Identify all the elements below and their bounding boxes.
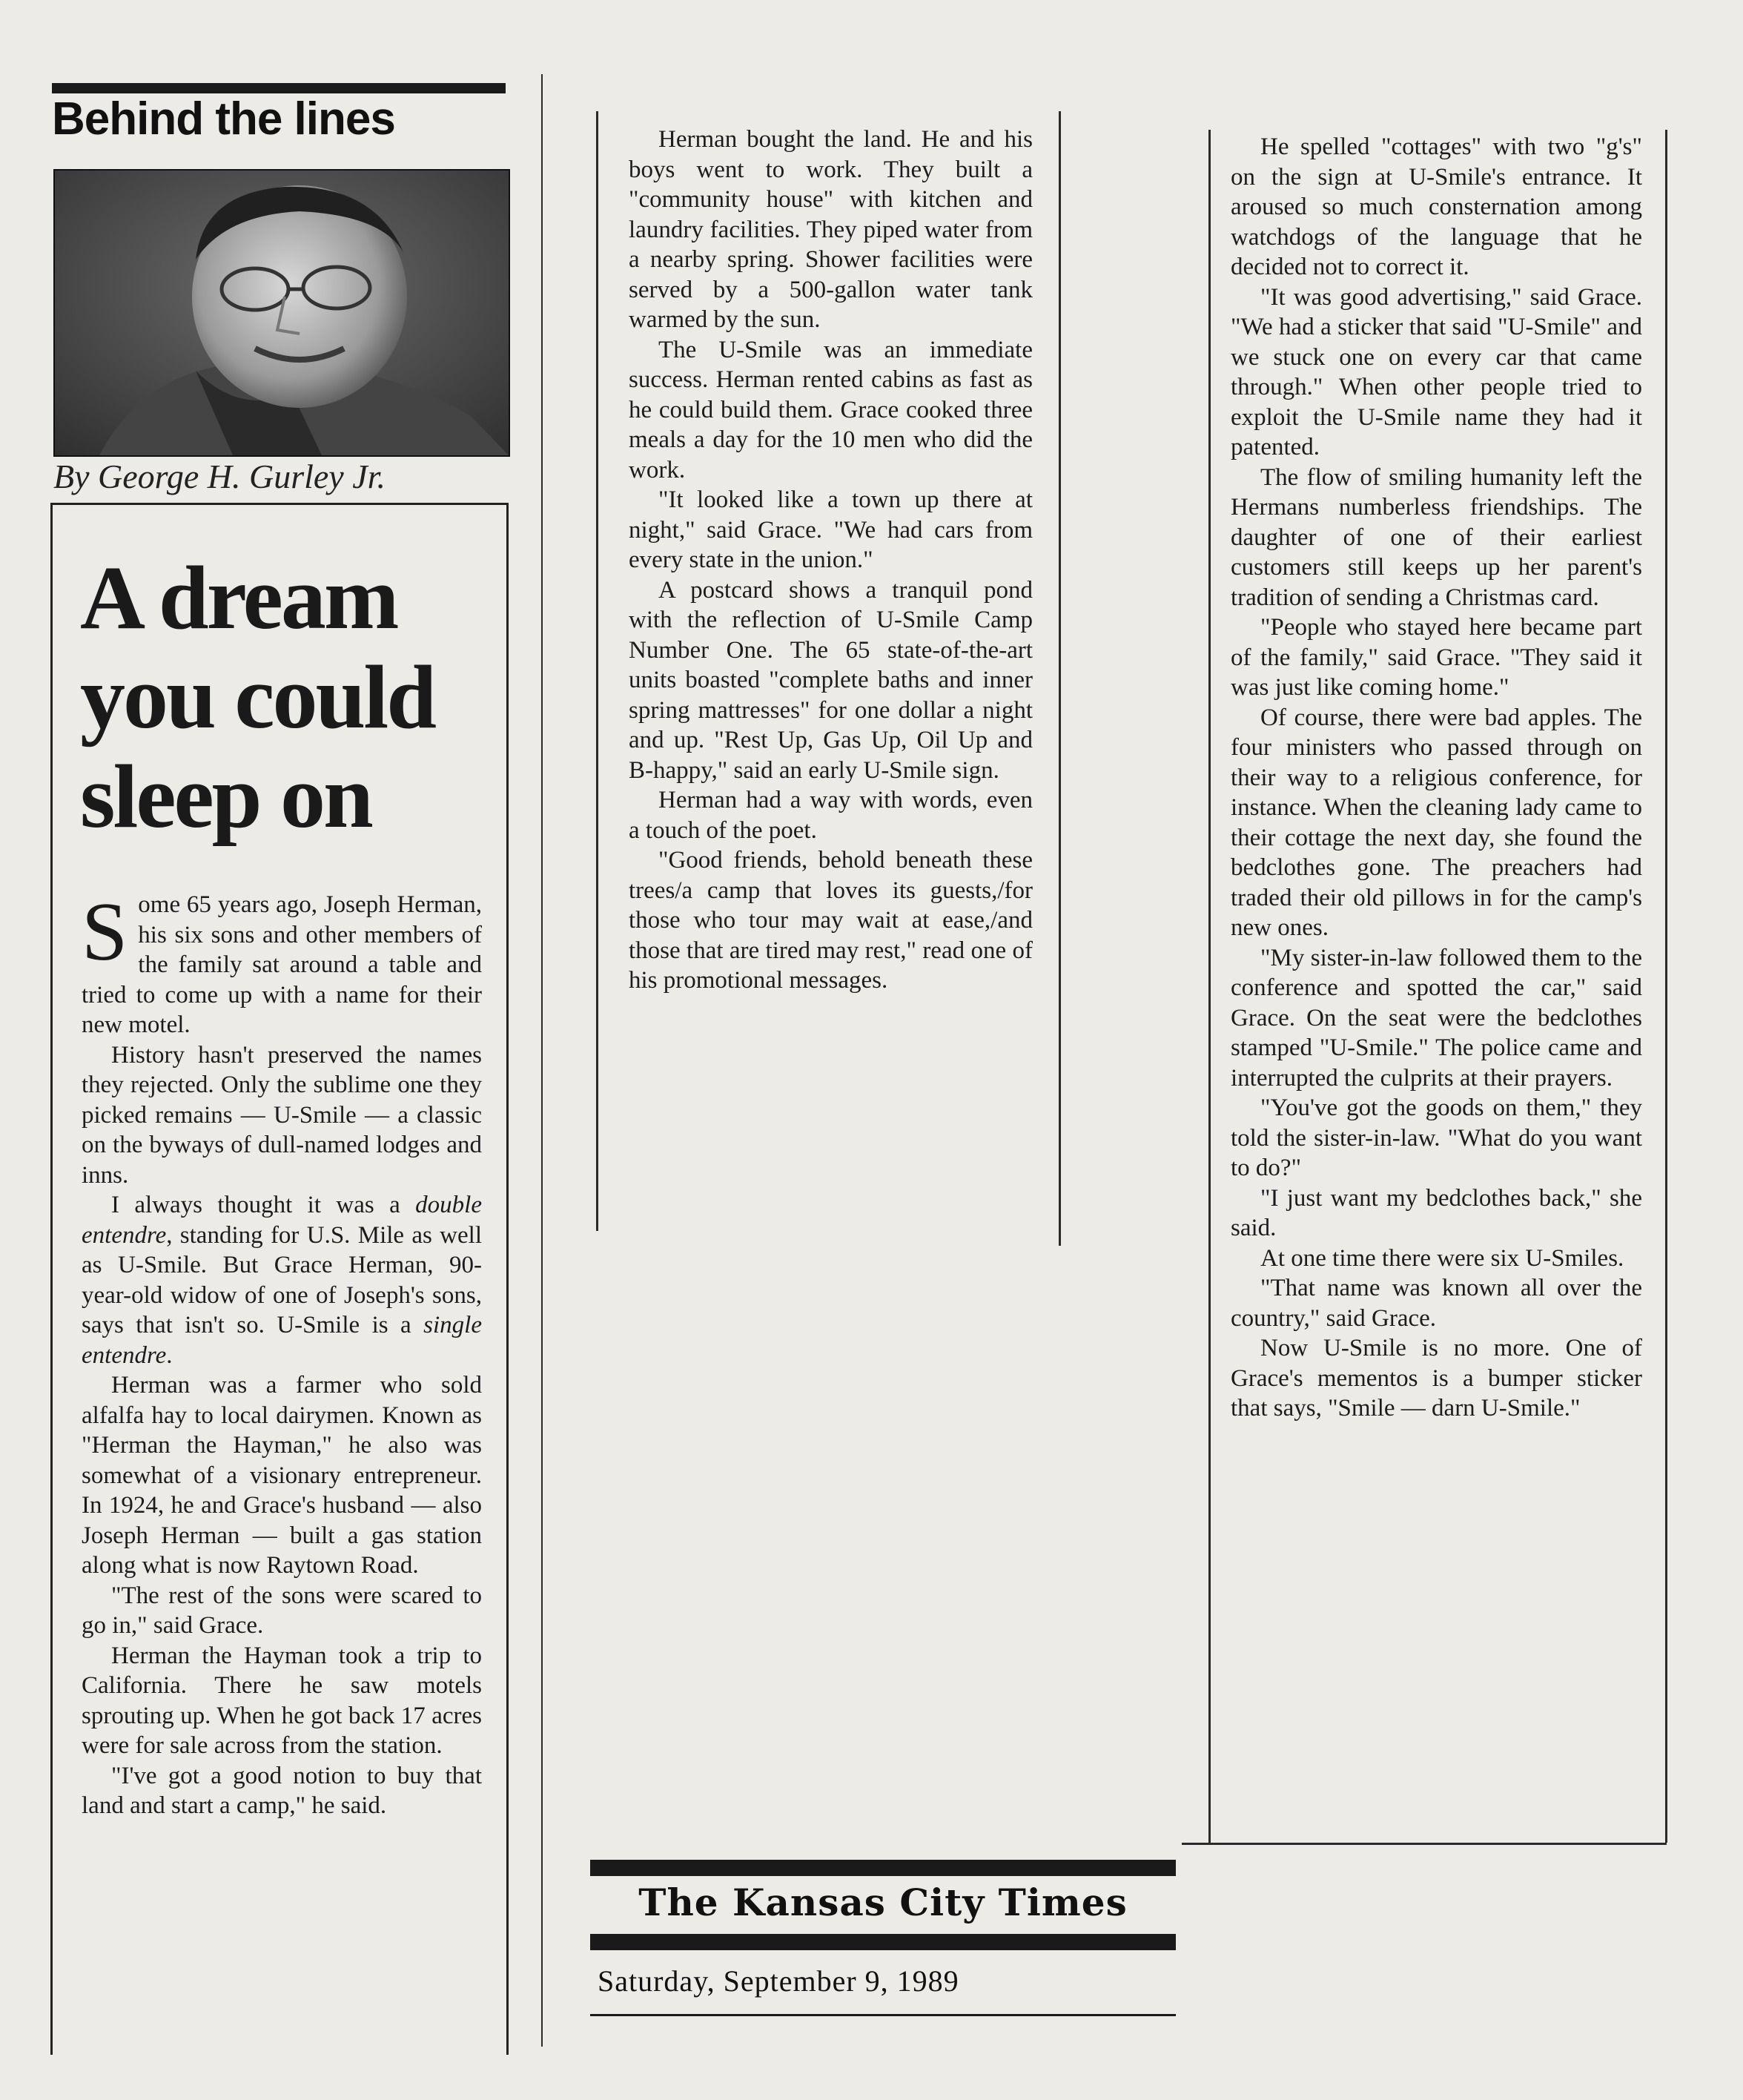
paragraph [82,1190,482,1370]
paragraph: "The rest of the sons were scared to go in," said Grace. [82,1582,482,1639]
article-column-1 [82,886,482,1821]
paragraph: He spelled "cottages" with two "g's" on the sign at U-Smile's entrance. It aroused so much consternation among watchdogs of the language that he decided not to correct it. [1231,133,1642,280]
paragraph: "My sister-in-law followed them to the conference and spotted the car," said Grace. On the seat were the bedclothes stamped "U-Smile." The police came and interrupted the culprits at their prayers. [1231,944,1642,1092]
kicker-rule [52,83,506,93]
paragraph: Herman bought the land. He and his boys went to work. They built a "community house" with kitchen and laundry facilities. They piped water from a nearby spring. Shower facilities were served by a 500-gallon water tank warmed by the sun. [629,126,1033,333]
paragraph: At one time there were six U-Smiles. [1260,1244,1624,1272]
paragraph: "That name was known all over the country," said Grace. [1231,1275,1642,1332]
paragraph: Herman the Hayman took a trip to California. There he saw motels sprouting up. When he got back 17 acres were for sale across from the station. [82,1642,482,1759]
headline-line: sleep on [80,747,371,848]
portrait-image [55,171,509,455]
column-rule [1665,130,1667,1843]
paragraph: Herman had a way with words, even a touch of the poet. [629,787,1033,844]
masthead-rule [590,1934,1176,1950]
drop-cap: S [82,886,128,978]
italic-phrase: single entendre [82,1312,482,1369]
paragraph: "Good friends, behold beneath these trees/a camp that loves its guests,/for those who tour may wait at ease,/and those that are tired may rest," read one of his promotional messages. [629,847,1033,994]
article-column-2 [629,125,1033,996]
paragraph-text: ome 65 years ago, Joseph Herman, his six sons and other members of the family sat around a table and tried to come up with a name for their new motel. [82,891,482,1038]
article-column-3 [1231,132,1642,1424]
paragraph: The U-Smile was an immediate success. Herman rented cabins as fast as he could build them. Grace cooked three meals a day for the 10 men who did the work. [629,336,1033,483]
paragraph: Herman was a farmer who sold alfalfa hay to local dairymen. Known as "Herman the Hayman," he also was somewhat of a visionary entrepreneur. In 1924, he and Grace's husband — also Joseph Herman — built a gas station along what is now Raytown Road. [82,1372,482,1579]
paragraph [82,886,482,1040]
paragraph: The flow of smiling humanity left the Hermans numberless friendships. The daughter of one of their earliest customers still keeps up her parent's tradition of sending a Christmas card. [1231,463,1642,611]
paragraph: "It was good advertising," said Grace. "We had a sticker that said "U-Smile" and we stuck one on every car that came through." When other people tried to exploit the U-Smile name they had it patented. [1231,283,1642,460]
masthead-rule [590,2014,1176,2016]
paragraph: Of course, there were bad apples. The four ministers who passed through on their way to a religious conference, for instance. When the cleaning lady came to their cottage the next day, she found the bedclothes gone. The preachers had traded their old pillows in for the camp's new ones. [1231,704,1642,941]
paragraph-text: I always thought it was a [111,1192,416,1218]
newspaper-masthead: The Kansas City Times [638,1881,1128,1924]
column-rule [1208,130,1211,1843]
paragraph: "People who stayed here became part of the family," said Grace. "They said it was just like coming home." [1231,614,1642,701]
paragraph-text: . [166,1341,173,1369]
columnist-photo [53,169,510,457]
column-rule [1059,111,1061,1246]
headline-line: you could [80,647,435,748]
paragraph: A postcard shows a tranquil pond with the reflection of U-Smile Camp Number One. The 65 state-of-the-art units boasted "complete baths and inner spring mattresses" for one dollar a night and up. "Rest Up, Gas Up, Oil Up and B-happy," said an early U-Smile sign. [629,576,1033,784]
paragraph-text: , standing for U.S. Mile as well as U-Smile. But Grace Herman, 90-year-old widow of one of Joseph's sons, says that isn't so. U-Smile is a [82,1221,482,1338]
column-rule [596,111,598,1231]
italic-phrase: double entendre [82,1192,482,1249]
column-rule [541,74,543,2047]
paragraph: Now U-Smile is no more. One of Grace's mementos is a bumper sticker that says, "Smile — darn U-Smile." [1231,1335,1642,1422]
column-kicker: Behind the lines [52,93,395,145]
paragraph: "I just want my bedclothes back," she said. [1231,1184,1642,1241]
paragraph: "You've got the goods on them," they told the sister-in-law. "What do you want to do?" [1231,1094,1642,1181]
paragraph: History hasn't preserved the names they rejected. Only the sublime one they picked remains — U-Smile — a classic on the byways of dull-named lodges and inns. [82,1041,482,1189]
publication-date: Saturday, September 9, 1989 [598,1964,959,1998]
paragraph: "It looked like a town up there at night," said Grace. "We had cars from every state in the union." [629,486,1033,573]
headline [80,549,495,848]
headline-line: A dream [80,548,397,648]
byline: By George H. Gurley Jr. [53,458,386,495]
masthead-rule [590,1860,1176,1876]
paragraph: "I've got a good notion to buy that land and start a camp," he said. [82,1762,482,1819]
column-rule [1182,1843,1667,1845]
